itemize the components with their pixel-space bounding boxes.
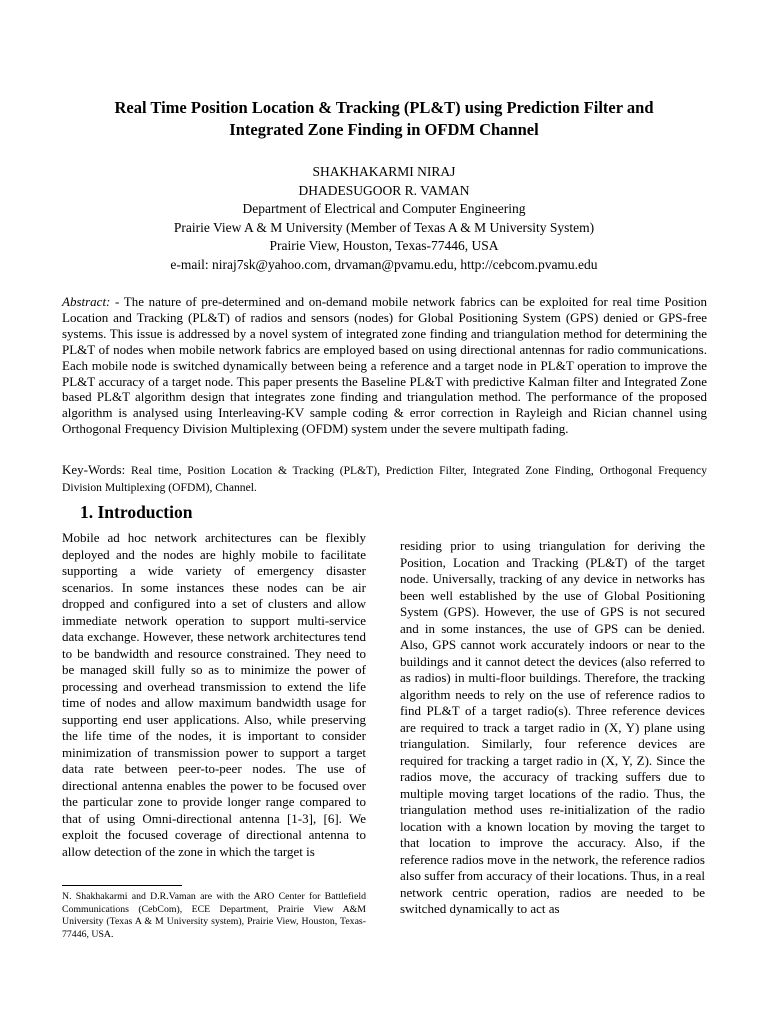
paper-title <box>60 97 708 141</box>
title-line-1: Real Time Position Location & Tracking (PL&T) using Prediction Filter and <box>114 98 654 117</box>
footnote: N. Shakhakarmi and D.R.Vaman are with the ARO Center for Battlefield Communications (CebCom), ECE Department, Prairie View A&M University (Texas A & M University system), Prairie View, Houston, Texas-77446, USA. <box>62 891 366 940</box>
intro-right-paragraph: residing prior to using triangulation for deriving the Position, Location and Tracking (PL&T) of the target node. Universally, tracking of any device in networks has been well established by the use of Global Positioning System (GPS). However, the use of GPS is not secured and in some instances, the use of GPS can be denied. Also, GPS cannot work accurately indoors or near to the buildings and it cannot detect the devices (also referred to as radios) in multi-floor buildings. Therefore, the tracking algorithm needs to rely on the use of reference radios to find PL&T of a target radio(s). Three reference devices are required to track a target radio in (X, Y) plane using triangulation. Similarly, four reference devices are required for tracking a target radio in (X, Y, Z). Since the radios move, the accuracy of tracking suffers due to multiple moving target locations of the radio. Thus, the triangulation method uses re-initialization of the radio location with a known location by moving the target to that location to improve the accuracy. Also, if the reference radios move in the network, the reference radios also suffer from accuracy of their locations. Thus, in a real network centric operation, radios are needed to be switched dynamically to act as <box>400 538 705 916</box>
footnote-divider <box>62 885 182 886</box>
keywords-label: Key-Words: <box>62 462 126 477</box>
title-line-2: Integrated Zone Finding in OFDM Channel <box>229 120 539 139</box>
intro-left-paragraph: Mobile ad hoc network architectures can be flexibly deployed and the nodes are highly mobile to facilitate supporting a wide variety of emergency disaster scenarios. In some instances these nodes can be air dropped and configured into a set of clusters and allow immediate network operation to support multi-service data exchange. However, these network architectures tend to be bandwidth and resource constrained. They need to be managed skill fully so as to minimize the power of processing and overhead transmission to extend the life time of nodes and allow maximum bandwidth usage for supporting end user applications. Also, while preserving the life time of the nodes, it is important to consider minimization of transmission power to support a target data rate between peer-to-peer nodes. The use of directional antenna enables the power to be focused over the particular zone to provide longer range compared to that of using Omni-directional antenna [1-3], [6]. We exploit the focused coverage of directional antenna to allow detection of the zone in which the target is <box>62 530 366 859</box>
abstract <box>62 294 707 437</box>
intro-right-column <box>400 538 705 918</box>
keywords <box>62 462 707 496</box>
intro-left-column <box>62 530 366 860</box>
author-name-2: DHADESUGOOR R. VAMAN <box>298 182 470 198</box>
author-university: Prairie View A & M University (Member of Texas A & M University System) <box>173 219 595 235</box>
section-heading-introduction: 1. Introduction <box>80 502 193 522</box>
abstract-text: The nature of pre-determined and on-demand mobile network fabrics can be exploited for real time Position Location and Tracking (PL&T) of radios and sensors (nodes) for Global Positioning System (GPS) denied or GPS-free systems. This issue is addressed by a novel system of integrated zone finding and triangulation method for determining the PL&T of nodes when mobile network fabrics are employed based on using directional antennas for radio communications. Each mobile node is switched dynamically between being a reference and a target node in PL&T operation to improve the PL&T accuracy of a target node. This paper presents the Baseline PL&T with predictive Kalman filter and Integrated Zone based PL&T algorithm design that integrates zone finding and triangulation method. The performance of the proposed algorithm is analysed using Interleaving-KV sample coding & error correction in Rayleigh and Rician channel using Orthogonal Frequency Division Multiplexing (OFDM) system under the severe multipath fading. <box>62 294 707 437</box>
abstract-label: Abstract: - <box>62 294 120 309</box>
author-name-1: SHAKHAKARMI NIRAJ <box>312 164 456 179</box>
keywords-text: Real time, Position Location & Tracking (PL&T), Prediction Filter, Integrated Zone Finding, Orthogonal Frequency Division Multiplexing (OFDM), Channel. <box>62 464 707 494</box>
author-block <box>60 163 708 275</box>
author-address: Prairie View, Houston, Texas-77446, USA <box>269 238 499 254</box>
author-email: e-mail: niraj7sk@yahoo.com, drvaman@pvamu.edu, http://cebcom.pvamu.edu <box>170 256 598 272</box>
author-department: Department of Electrical and Computer Engineering <box>242 201 526 217</box>
